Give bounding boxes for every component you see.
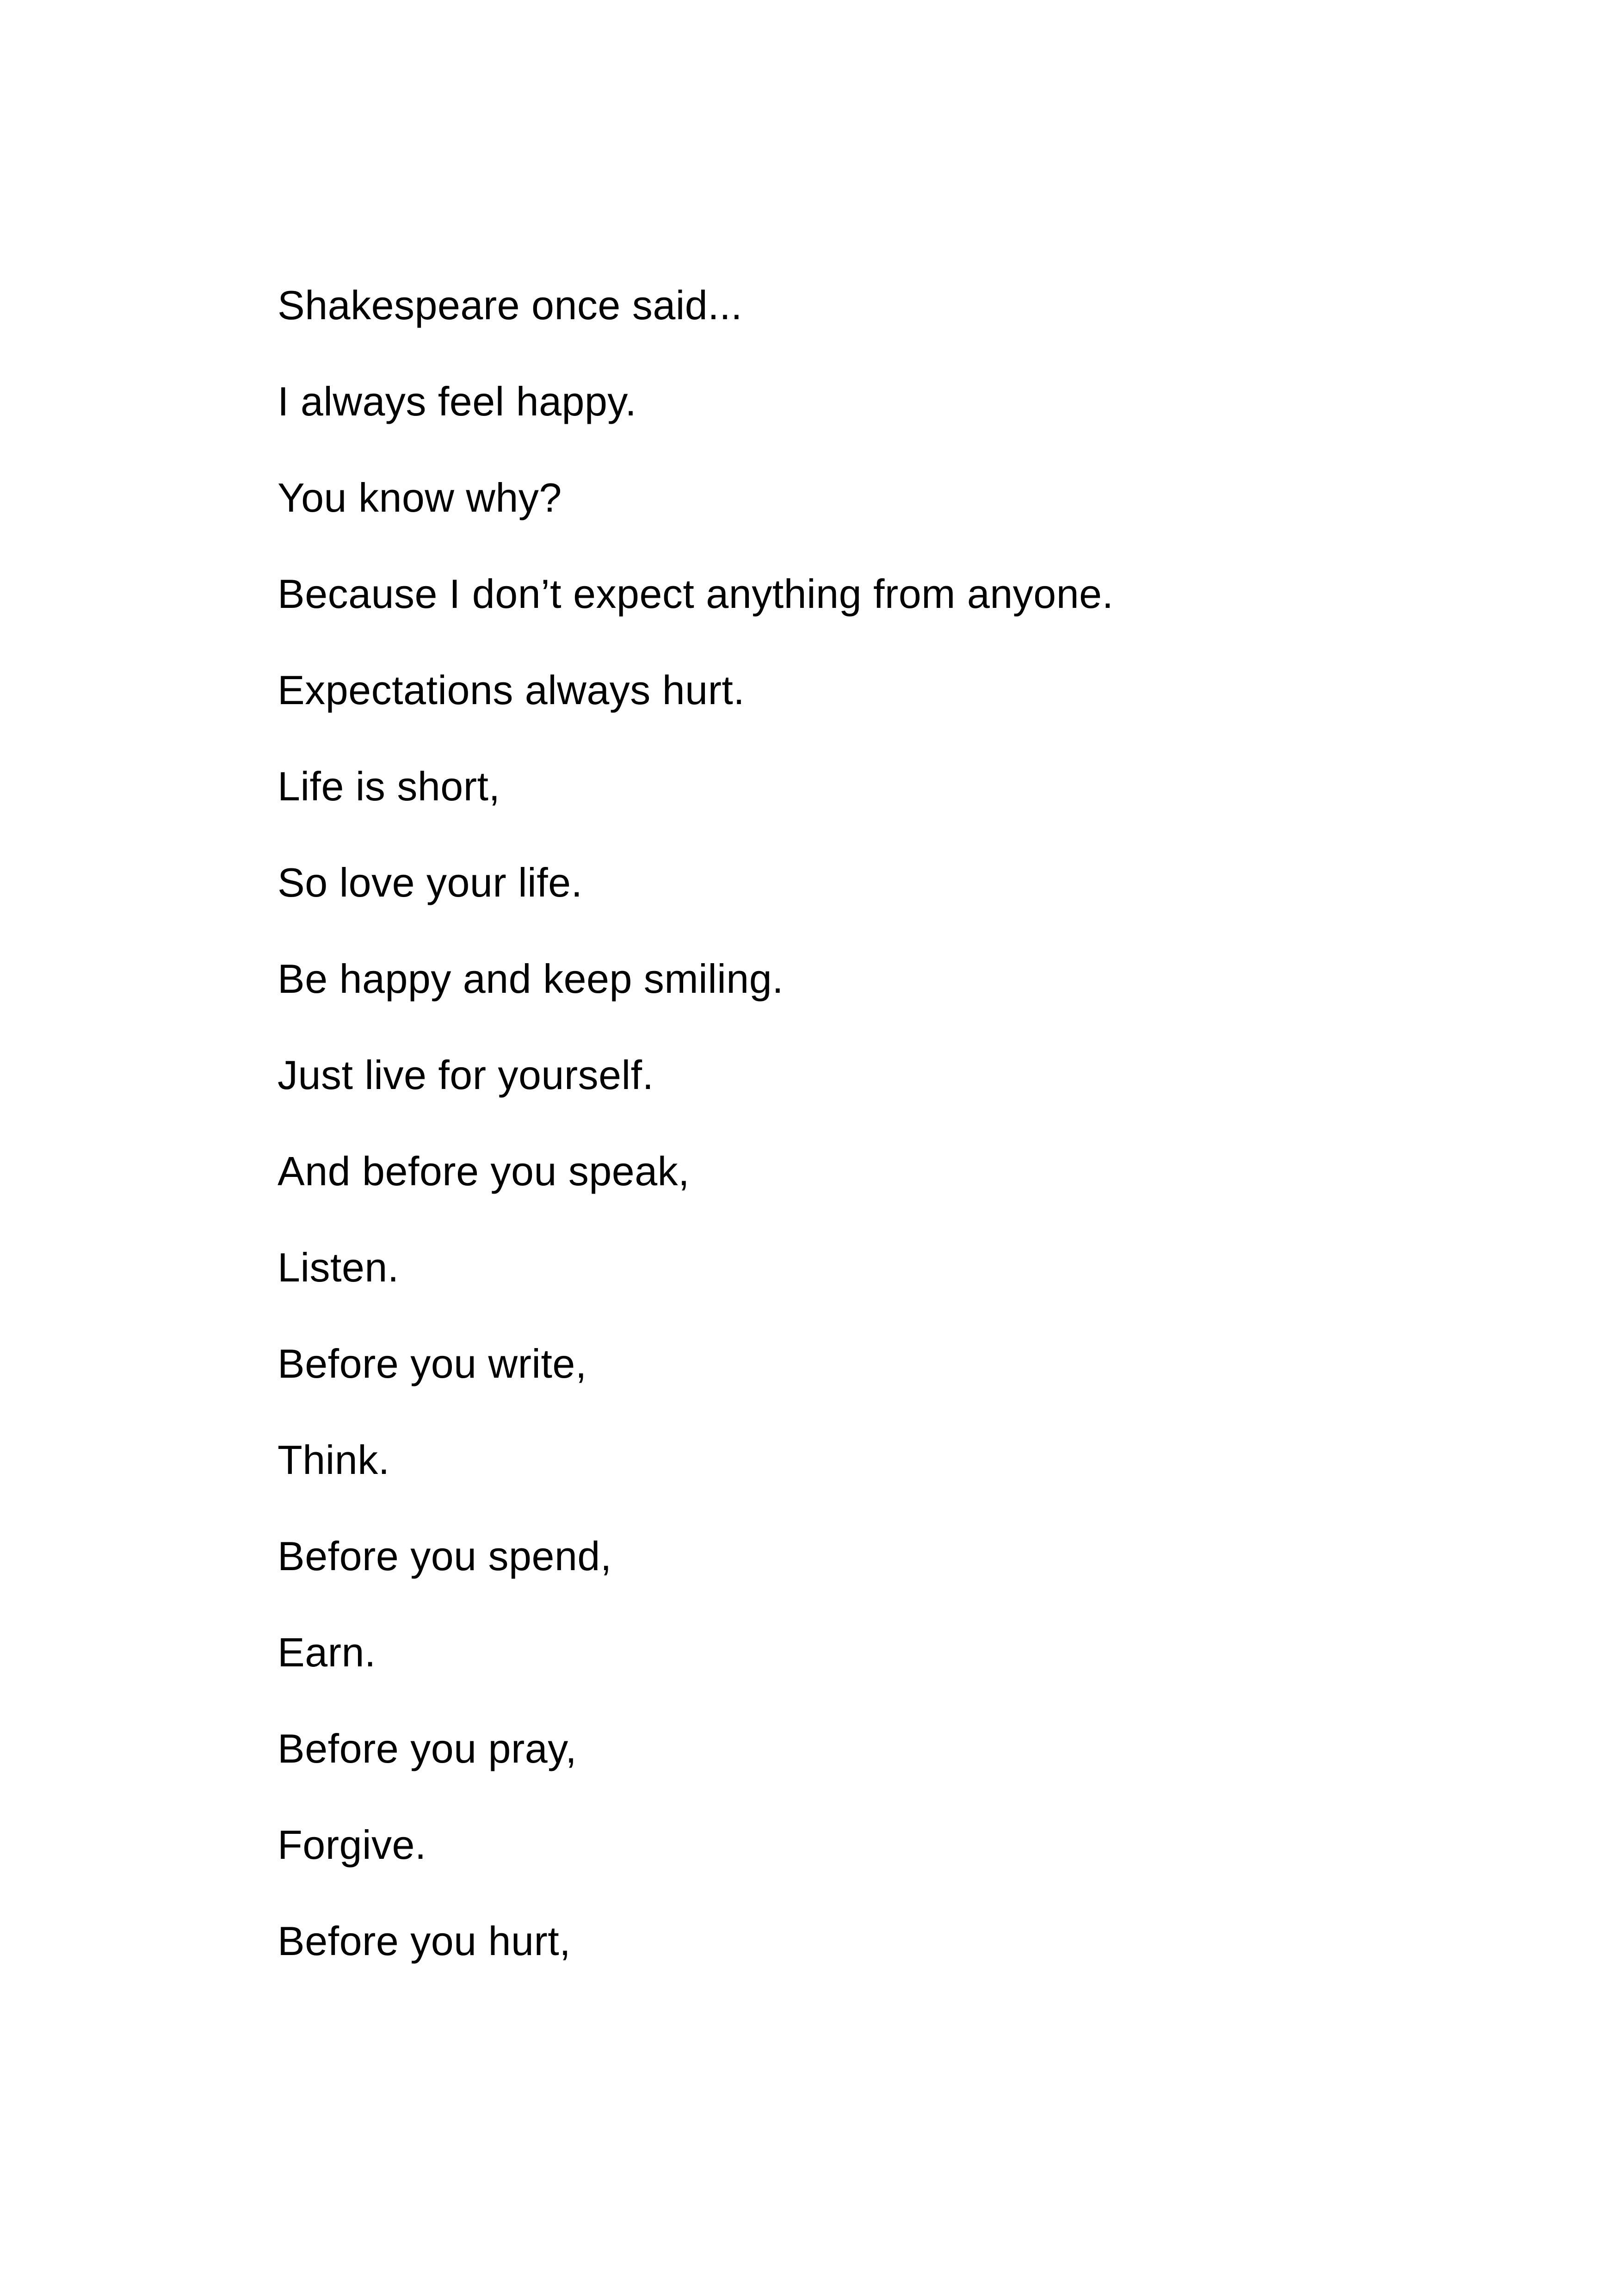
poem-line: You know why?: [278, 475, 562, 520]
poem-line: Be happy and keep smiling.: [278, 956, 784, 1002]
poem-line: Before you hurt,: [278, 1918, 571, 1964]
poem-text-block: [278, 282, 1114, 2014]
poem-line: Listen.: [278, 1244, 399, 1290]
poem-line: Life is short,: [278, 763, 500, 809]
poem-line: Because I don’t expect anything from anyone.: [278, 571, 1114, 617]
poem-line: Before you pray,: [278, 1726, 577, 1771]
poem-line: Earn.: [278, 1629, 376, 1675]
poem-line: Shakespeare once said...: [278, 282, 743, 328]
poem-line: Just live for yourself.: [278, 1052, 654, 1098]
poem-line: Expectations always hurt.: [278, 667, 745, 713]
poem-line: I always feel happy.: [278, 378, 637, 424]
poem-line: Before you write,: [278, 1341, 587, 1386]
poem-line: Before you spend,: [278, 1533, 612, 1579]
poem-line: And before you speak,: [278, 1148, 690, 1194]
poem-line: Think.: [278, 1437, 390, 1483]
poem-line: So love your life.: [278, 860, 583, 905]
poem-line: Forgive.: [278, 1822, 426, 1868]
